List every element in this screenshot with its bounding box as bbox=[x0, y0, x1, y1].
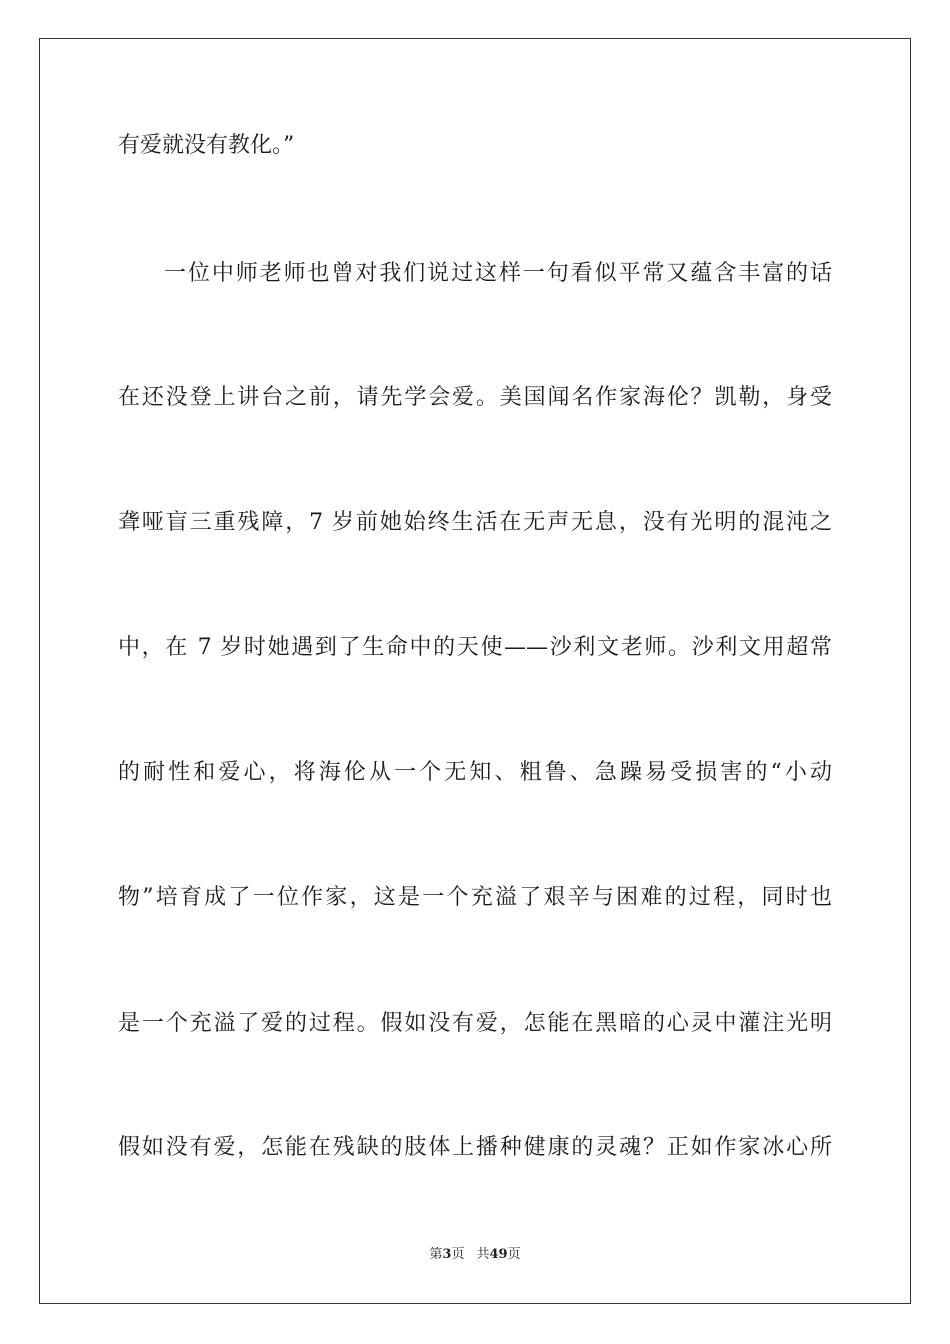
body-line-1: 有爱就没有教化。” bbox=[118, 133, 295, 158]
body-line-9: 假如没有爱，怎能在残缺的肢体上播种健康的灵魂？正如作家冰心所 bbox=[118, 1135, 832, 1160]
body-line-5: 中，在 7 岁时她遇到了生命中的天使——沙利文老师。沙利文用超常 bbox=[118, 635, 832, 660]
page-number: 3 bbox=[442, 1247, 452, 1262]
page-suffix: 页 bbox=[451, 1247, 465, 1262]
body-line-7: 物”培育成了一位作家，这是一个充溢了艰辛与困难的过程，同时也 bbox=[118, 885, 832, 910]
body-line-3: 在还没登上讲台之前，请先学会爱。美国闻名作家海伦？凯勒，身受 bbox=[118, 385, 832, 410]
page-footer bbox=[0, 1246, 950, 1264]
total-prefix: 共 bbox=[476, 1247, 490, 1262]
body-line-2: 一位中师老师也曾对我们说过这样一句看似平常又蕴含丰富的话 bbox=[164, 261, 832, 286]
total-suffix: 页 bbox=[507, 1247, 521, 1262]
body-line-6: 的耐性和爱心，将海伦从一个无知、粗鲁、急躁易受损害的“小动 bbox=[118, 760, 832, 785]
total-pages: 49 bbox=[489, 1247, 508, 1262]
page-prefix: 第 bbox=[429, 1247, 443, 1262]
page-border bbox=[39, 38, 911, 1304]
body-line-8: 是一个充溢了爱的过程。假如没有爱，怎能在黑暗的心灵中灌注光明 bbox=[118, 1011, 832, 1036]
body-line-4: 聋哑盲三重残障，7 岁前她始终生活在无声无息，没有光明的混沌之 bbox=[118, 510, 832, 535]
